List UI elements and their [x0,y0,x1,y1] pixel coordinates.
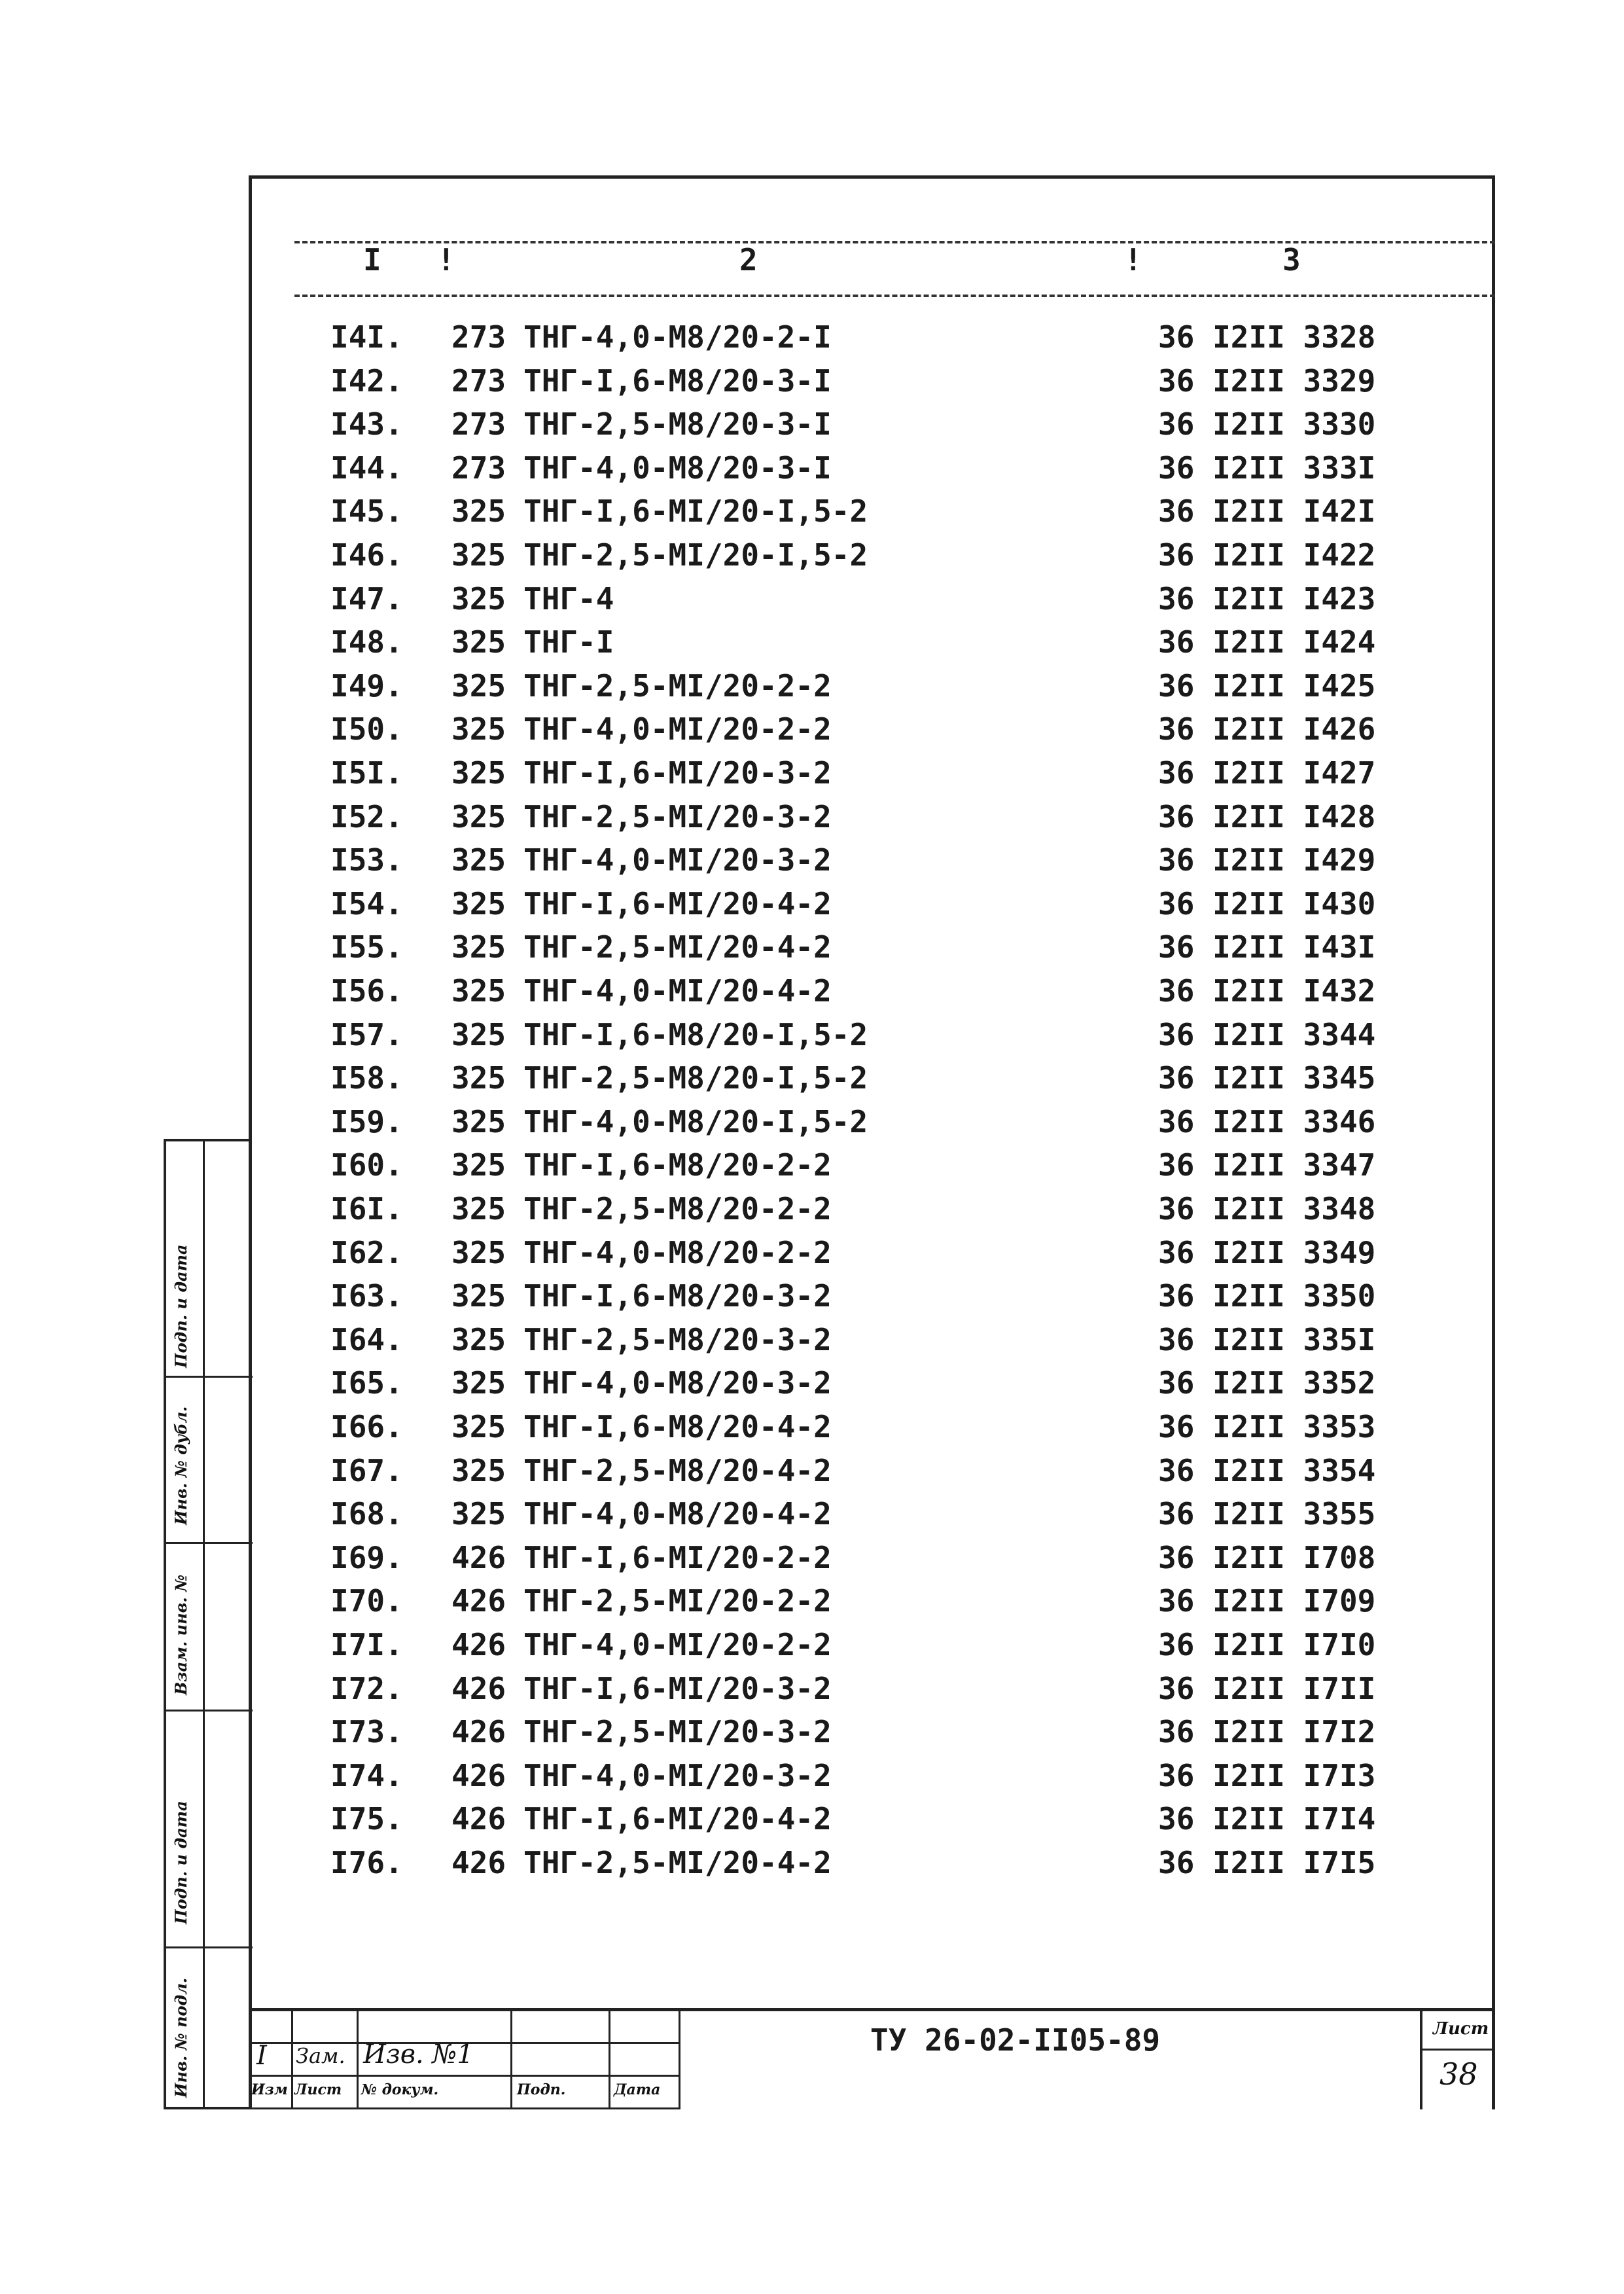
row-number: I50. [330,711,403,747]
row-designation: THГ-I,6-М8/20-3-2 [523,1278,832,1314]
side-label-dup-inventory: Инв. № дубл. [171,1406,190,1525]
row-diameter: 426 [451,1627,506,1662]
column-header-3: 3 [1282,242,1301,278]
side-label-original-inventory: Инв. № подл. [171,1977,190,2098]
row-number: I75. [330,1801,403,1837]
row-okp-code: 36 I2II 3350 [1158,1278,1376,1314]
side-strip-line [166,1376,253,1378]
row-diameter: 325 [451,755,506,791]
row-designation: THГ-4,0-М8/20-4-2 [523,1496,832,1532]
row-number: I49. [330,668,403,704]
stamp-sheet-divider [1420,2008,1422,2109]
stamp-grid-line [249,2075,680,2077]
column-separator-2: ! [1124,242,1142,278]
row-okp-code: 36 I2II I7I4 [1158,1801,1376,1837]
row-number: I6I. [330,1191,403,1227]
row-okp-code: 36 I2II 3330 [1158,406,1376,442]
table-row [0,755,1624,798]
side-strip-divider [203,1141,205,2107]
row-okp-code: 36 I2II I7I2 [1158,1714,1376,1749]
row-designation: THГ-2,5-М8/20-4-2 [523,1453,832,1488]
row-number: I65. [330,1365,403,1401]
row-okp-code: 36 I2II I424 [1158,624,1376,660]
column-header-1: I [363,242,381,278]
row-number: I46. [330,537,403,573]
row-designation: THГ-I,6-МI/20-3-2 [523,1671,832,1706]
row-designation: THГ-4,0-М8/20-3-I [523,450,832,486]
stamp-change-type: Зам. [296,2043,345,2068]
row-designation: THГ-4,0-МI/20-3-2 [523,842,832,878]
row-okp-code: 36 I2II I709 [1158,1583,1376,1619]
row-okp-code: 36 I2II I432 [1158,973,1376,1009]
row-okp-code: 36 I2II 3347 [1158,1147,1376,1183]
row-diameter: 325 [451,711,506,747]
row-okp-code: 36 I2II I423 [1158,581,1376,617]
row-okp-code: 36 I2II 3346 [1158,1104,1376,1139]
row-okp-code: 36 I2II 3354 [1158,1453,1376,1488]
row-diameter: 325 [451,1235,506,1270]
row-designation: THГ-I,6-М8/20-I,5-2 [523,1017,868,1052]
side-label-sign-date-1: Подп. и дата [171,1244,190,1368]
row-number: I54. [330,886,403,922]
row-diameter: 325 [451,1017,506,1052]
row-designation: THГ-I,6-М8/20-3-I [523,363,832,399]
row-okp-code: 36 I2II I708 [1158,1540,1376,1575]
row-designation: THГ-4,0-МI/20-2-2 [523,711,832,747]
side-strip-line [166,1946,253,1948]
row-diameter: 325 [451,799,506,834]
row-number: I52. [330,799,403,834]
row-number: I70. [330,1583,403,1619]
row-designation: THГ-2,5-МI/20-2-2 [523,1583,832,1619]
row-designation: THГ-2,5-МI/20-3-2 [523,1714,832,1749]
row-number: I5I. [330,755,403,791]
row-number: I62. [330,1235,403,1270]
row-number: I73. [330,1714,403,1749]
row-okp-code: 36 I2II I427 [1158,755,1376,791]
row-okp-code: 36 I2II 333I [1158,450,1376,486]
row-designation: THГ-2,5-М8/20-I,5-2 [523,1060,868,1096]
row-designation: THГ-2,5-М8/20-3-I [523,406,832,442]
row-number: I64. [330,1322,403,1357]
row-diameter: 325 [451,668,506,704]
row-okp-code: 36 I2II 3349 [1158,1235,1376,1270]
row-number: I68. [330,1496,403,1532]
row-okp-code: 36 I2II I7I0 [1158,1627,1376,1662]
row-diameter: 325 [451,624,506,660]
row-diameter: 325 [451,929,506,965]
row-designation: THГ-4 [523,581,614,617]
side-strip-line [166,1710,253,1712]
row-okp-code: 36 I2II I7I3 [1158,1758,1376,1793]
row-okp-code: 36 I2II 335I [1158,1322,1376,1357]
row-number: I56. [330,973,403,1009]
table-row [0,493,1624,537]
row-number: I74. [330,1758,403,1793]
row-number: I66. [330,1409,403,1444]
row-number: I58. [330,1060,403,1096]
row-diameter: 426 [451,1671,506,1706]
row-diameter: 426 [451,1714,506,1749]
row-designation: THГ-I [523,624,614,660]
table-row [0,450,1624,493]
row-okp-code: 36 I2II I429 [1158,842,1376,878]
table-row [0,319,1624,363]
row-diameter: 325 [451,493,506,529]
stamp-caption-sign: Подп. [517,2081,566,2098]
stamp-grid-line [291,2008,293,2109]
row-number: I47. [330,581,403,617]
stamp-change-number: I [256,2041,267,2071]
row-okp-code: 36 I2II 3344 [1158,1017,1376,1052]
row-okp-code: 36 I2II 3348 [1158,1191,1376,1227]
row-number: I7I. [330,1627,403,1662]
row-okp-code: 36 I2II 3355 [1158,1496,1376,1532]
row-designation: THГ-I,6-МI/20-4-2 [523,1801,832,1837]
row-number: I72. [330,1671,403,1706]
row-designation: THГ-I,6-МI/20-I,5-2 [523,493,868,529]
row-diameter: 273 [451,450,506,486]
table-row [0,929,1624,973]
row-designation: THГ-I,6-МI/20-2-2 [523,1540,832,1575]
row-diameter: 325 [451,886,506,922]
row-diameter: 325 [451,1496,506,1532]
row-designation: THГ-I,6-М8/20-2-2 [523,1147,832,1183]
header-divider-top [294,241,1495,243]
side-strip-line [166,1542,253,1544]
row-designation: THГ-2,5-МI/20-I,5-2 [523,537,868,573]
row-diameter: 325 [451,1191,506,1227]
row-diameter: 273 [451,406,506,442]
row-number: I53. [330,842,403,878]
row-diameter: 273 [451,363,506,399]
row-number: I48. [330,624,403,660]
document-number: ТУ 26-02-II05-89 [870,2022,1161,2058]
stamp-caption-date: Дата [614,2081,661,2098]
sheet-number: 38 [1439,2056,1478,2092]
header-divider-bottom [294,295,1495,297]
row-okp-code: 36 I2II I7II [1158,1671,1376,1706]
row-designation: THГ-4,0-М8/20-3-2 [523,1365,832,1401]
row-designation: THГ-2,5-МI/20-3-2 [523,799,832,834]
row-designation: THГ-I,6-М8/20-4-2 [523,1409,832,1444]
row-diameter: 325 [451,537,506,573]
row-okp-code: 36 I2II I42I [1158,493,1376,529]
row-okp-code: 36 I2II I428 [1158,799,1376,834]
stamp-grid-line [510,2008,512,2109]
row-diameter: 325 [451,581,506,617]
row-okp-code: 36 I2II 3353 [1158,1409,1376,1444]
row-diameter: 325 [451,1104,506,1139]
row-number: I59. [330,1104,403,1139]
row-okp-code: 36 I2II 3345 [1158,1060,1376,1096]
stamp-caption-doc: № докум. [361,2081,439,2098]
row-designation: THГ-2,5-МI/20-4-2 [523,1845,832,1880]
row-number: I43. [330,406,403,442]
row-number: I67. [330,1453,403,1488]
table-row [0,799,1624,842]
row-designation: THГ-4,0-МI/20-4-2 [523,973,832,1009]
row-diameter: 325 [451,842,506,878]
row-designation: THГ-I,6-МI/20-3-2 [523,755,832,791]
row-diameter: 426 [451,1801,506,1837]
row-number: I57. [330,1017,403,1052]
row-designation: THГ-I,6-МI/20-4-2 [523,886,832,922]
row-number: I69. [330,1540,403,1575]
table-row [0,886,1624,929]
table-row [0,668,1624,711]
row-okp-code: 36 I2II I426 [1158,711,1376,747]
row-designation: THГ-4,0-М8/20-2-2 [523,1235,832,1270]
side-label-replace-inventory: Взам. инв. № [171,1574,190,1695]
stamp-caption-list: Лист [294,2081,342,2098]
row-designation: THГ-2,5-М8/20-2-2 [523,1191,832,1227]
table-row [0,842,1624,886]
stamp-grid-line [609,2008,610,2109]
row-number: I76. [330,1845,403,1880]
stamp-sheet-line [1420,2049,1495,2051]
table-row [0,363,1624,406]
row-diameter: 426 [451,1540,506,1575]
row-diameter: 325 [451,1365,506,1401]
table-row [0,406,1624,450]
row-diameter: 426 [451,1845,506,1880]
row-designation: THГ-4,0-М8/20-I,5-2 [523,1104,868,1139]
row-designation: THГ-4,0-М8/20-2-I [523,319,832,355]
row-diameter: 325 [451,1278,506,1314]
table-row [0,1017,1624,1060]
row-number: I60. [330,1147,403,1183]
row-diameter: 325 [451,1453,506,1488]
row-number: I44. [330,450,403,486]
row-diameter: 426 [451,1758,506,1793]
row-designation: THГ-2,5-М8/20-3-2 [523,1322,832,1357]
row-designation: THГ-2,5-МI/20-4-2 [523,929,832,965]
row-okp-code: 36 I2II 3329 [1158,363,1376,399]
table-row [0,624,1624,668]
row-designation: THГ-4,0-МI/20-2-2 [523,1627,832,1662]
side-label-sign-date-2: Подп. и дата [171,1801,190,1924]
row-designation: THГ-4,0-МI/20-3-2 [523,1758,832,1793]
row-diameter: 325 [451,1322,506,1357]
row-okp-code: 36 I2II I425 [1158,668,1376,704]
row-okp-code: 36 I2II I43I [1158,929,1376,965]
row-diameter: 325 [451,1409,506,1444]
row-okp-code: 36 I2II 3328 [1158,319,1376,355]
row-okp-code: 36 I2II 3352 [1158,1365,1376,1401]
row-diameter: 325 [451,973,506,1009]
row-number: I55. [330,929,403,965]
row-designation: THГ-2,5-МI/20-2-2 [523,668,832,704]
stamp-notice-number: Изв. №1 [363,2039,474,2070]
row-diameter: 426 [451,1583,506,1619]
table-row [0,537,1624,581]
row-diameter: 325 [451,1060,506,1096]
column-header-2: 2 [739,242,758,278]
table-row [0,1060,1624,1103]
table-row [0,711,1624,755]
row-diameter: 325 [451,1147,506,1183]
row-okp-code: 36 I2II I430 [1158,886,1376,922]
row-number: I4I. [330,319,403,355]
table-row [0,973,1624,1016]
row-number: I45. [330,493,403,529]
row-okp-code: 36 I2II I422 [1158,537,1376,573]
column-separator-1: ! [437,242,455,278]
table-row [0,581,1624,624]
stamp-grid-line [357,2008,359,2109]
stamp-caption-izm: Изм [251,2081,288,2098]
row-diameter: 273 [451,319,506,355]
row-okp-code: 36 I2II I7I5 [1158,1845,1376,1880]
sheet-label: Лист [1433,2019,1489,2039]
row-number: I63. [330,1278,403,1314]
row-number: I42. [330,363,403,399]
